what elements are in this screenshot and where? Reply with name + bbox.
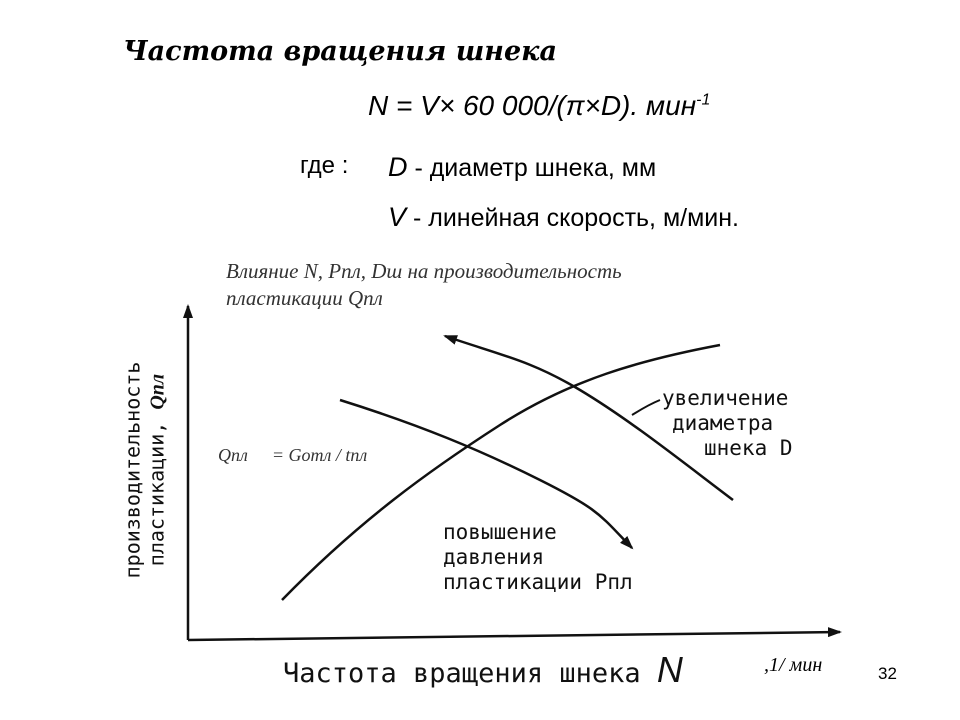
label-line: давления bbox=[443, 545, 545, 569]
label-line: пластикации Рпл bbox=[443, 570, 633, 594]
caption-line: Влияние N, Рпл, Dш на производительность bbox=[226, 259, 622, 283]
formula-rhs: V× 60 000/(π×D). мин bbox=[420, 90, 697, 121]
q-formula-left: Qпл bbox=[218, 445, 248, 465]
formula-equals: = bbox=[388, 90, 421, 121]
x-axis-label bbox=[283, 649, 683, 691]
x-axis-unit: ,1/ мин bbox=[764, 654, 823, 676]
y-axis-label-line bbox=[145, 362, 170, 579]
slide-title: Частота вращения шнека bbox=[123, 36, 557, 67]
label-line: шнека D bbox=[704, 436, 793, 460]
y-axis-label-text: пластикации, bbox=[144, 409, 169, 567]
label-diameter-increase bbox=[662, 386, 793, 461]
caption-line: пластикации Qпл bbox=[226, 286, 383, 310]
q-formula-right: = Gотл / tпл bbox=[271, 445, 368, 465]
x-axis-symbol: N bbox=[656, 649, 683, 690]
label-pressure-increase bbox=[443, 520, 633, 595]
page-number: 32 bbox=[878, 664, 897, 683]
q-formula bbox=[218, 445, 367, 466]
label-line: повышение bbox=[443, 520, 557, 544]
formula-symbol-n: N bbox=[368, 90, 389, 121]
y-axis-symbol: Qпл bbox=[146, 373, 169, 410]
definition-text: - диаметр шнека, мм bbox=[407, 154, 657, 182]
x-axis bbox=[188, 632, 840, 640]
formula-power: -1 bbox=[696, 91, 711, 109]
label-line: диаметра bbox=[672, 411, 774, 435]
definition-symbol: V bbox=[388, 202, 407, 232]
y-axis-label bbox=[121, 362, 170, 579]
definition-symbol: D bbox=[388, 152, 408, 182]
x-axis-label-text: Частота вращения шнека bbox=[283, 658, 657, 689]
where-label: где : bbox=[300, 152, 349, 179]
y-axis-label-line: производительность bbox=[120, 361, 145, 579]
definition-text: - линейная скорость, м/мин. bbox=[406, 204, 739, 232]
label-line: увеличение bbox=[662, 386, 789, 410]
label-leader-line bbox=[632, 400, 660, 415]
